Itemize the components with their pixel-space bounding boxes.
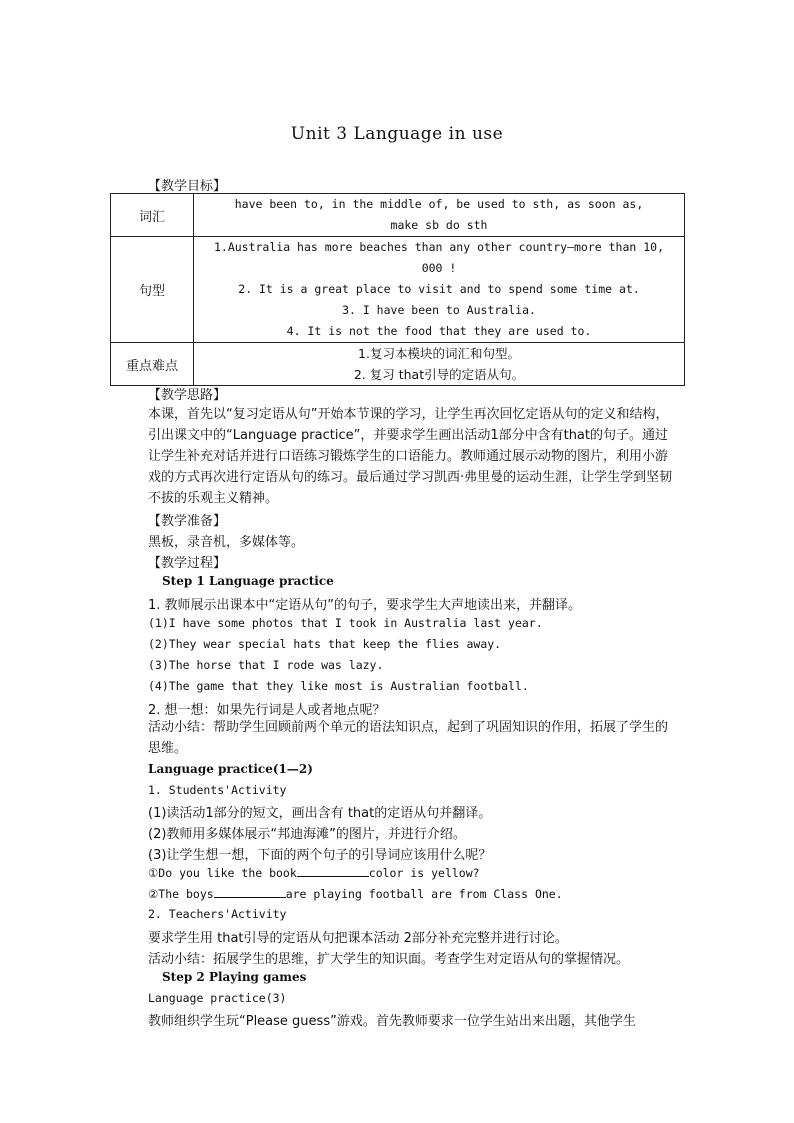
students-activity-heading: 1. Students'Activity [148,783,287,797]
row-line: 3. I have been to Australia. [342,303,536,317]
fill-question-2 [148,887,563,901]
table-row-key-points [111,343,685,386]
thinking-paragraph [148,404,678,509]
fill-question-1-end: color is yellow? [368,866,480,880]
row-line: make sb do sth [390,218,488,232]
example-sentence-3: (3)The horse that I rode was lazy. [148,658,384,672]
step1-heading: Step 1 Language practice [162,574,334,588]
process-heading: 【教学过程】 [148,556,227,571]
activity-summary-2: 活动小结：拓展学生的思维，扩大学生的知识面。考查学生对定语从句的掌握情况。 [148,952,630,967]
teachers-activity-1: 要求学生用 that引导的定语从句把课本活动 2部分补充完整并进行讨论。 [148,931,568,946]
row-body [194,343,685,386]
table-row-sentences [111,237,685,343]
language-practice-1-2: Language practice(1—2) [148,762,313,776]
objectives-table [110,193,685,386]
game-instruction: 教师组织学生玩“Please guess”游戏。首先教师要求一位学生站出来出题，其他学生 [148,1014,636,1029]
table-row-vocabulary [111,194,685,237]
row-line: 2. 复习 that引导的定语从句。 [353,367,525,382]
example-sentence-4: (4)The game that they like most is Australian football. [148,679,529,693]
thinking-text: 本课，首先以“复习定语从句”开始本节课的学习，让学生再次回忆定语从句的定义和结构，引出课文中的“Language practice”，并要求学生画出活动1部分中含有that的句子。通过让学生补充对话并进行口语练习锻炼学生的口语能力。教师通过展示动物的图片，利用小游戏的方式再次进行定语从句的练习。最后通过学习凯西·弗里曼的运动生涯，让学生学到坚韧不拔的乐观主义精神。 [148,407,673,506]
process-item-1: 1. 教师展示出课本中“定语从句”的句子，要求学生大声地读出来，并翻译。 [148,598,582,613]
fill-question-1-start: ①Do you like the book [148,866,297,880]
process-item-2: 2. 想一想：如果先行词是人或者地点呢？ [148,703,386,718]
example-sentence-2: (2)They wear special hats that keep the flies away. [148,637,502,651]
language-practice-3: Language practice(3) [148,991,287,1005]
example-sentence-1: (1)I have some photos that I took in Australia last year. [148,616,543,630]
row-line: 1.Australia has more beaches than any other country—more than 10, [213,240,665,254]
row-line: 2. It is a great place to visit and to spend some time at. [238,282,640,296]
activity-summary-1-text: 活动小结：帮助学生回顾前两个单元的语法知识点，起到了巩固知识的作用，拓展了学生的思维。 [148,720,669,756]
students-activity-3: (3)让学生想一想，下面的两个句子的引导词应该用什么呢？ [148,848,492,863]
step2-heading: Step 2 Playing games [162,970,307,984]
answer-blank [214,887,286,898]
row-body [194,237,685,343]
row-line: 4. It is not the food that they are used to. [286,324,592,338]
row-head: 句型 [111,237,194,343]
preparation-heading: 【教学准备】 [148,514,227,529]
row-body [194,194,685,237]
page-title: Unit 3 Language in use [290,124,504,144]
row-head: 重点难点 [111,343,194,386]
students-activity-1: (1)读活动1部分的短文，画出含有 that的定语从句并翻译。 [148,806,492,821]
teachers-activity-heading: 2. Teachers'Activity [148,907,287,921]
students-activity-2: (2)教师用多媒体展示“邦迪海滩”的图片，并进行介绍。 [148,827,466,842]
row-line: have been to, in the middle of, be used to sth, as soon as, [234,197,644,211]
thinking-heading: 【教学思路】 [148,388,227,403]
activity-summary-1 [148,717,678,759]
fill-question-2-end: are playing football are from Class One. [285,887,563,901]
row-head: 词汇 [111,194,194,237]
answer-blank [297,866,369,877]
row-line: 1.复习本模块的词汇和句型。 [358,346,520,361]
fill-question-1 [148,866,480,880]
fill-question-2-start: ②The boys [148,887,214,901]
preparation-text: 黑板，录音机，多媒体等。 [148,535,305,550]
objectives-heading: 【教学目标】 [148,179,227,194]
row-line: 000 ! [421,261,457,275]
